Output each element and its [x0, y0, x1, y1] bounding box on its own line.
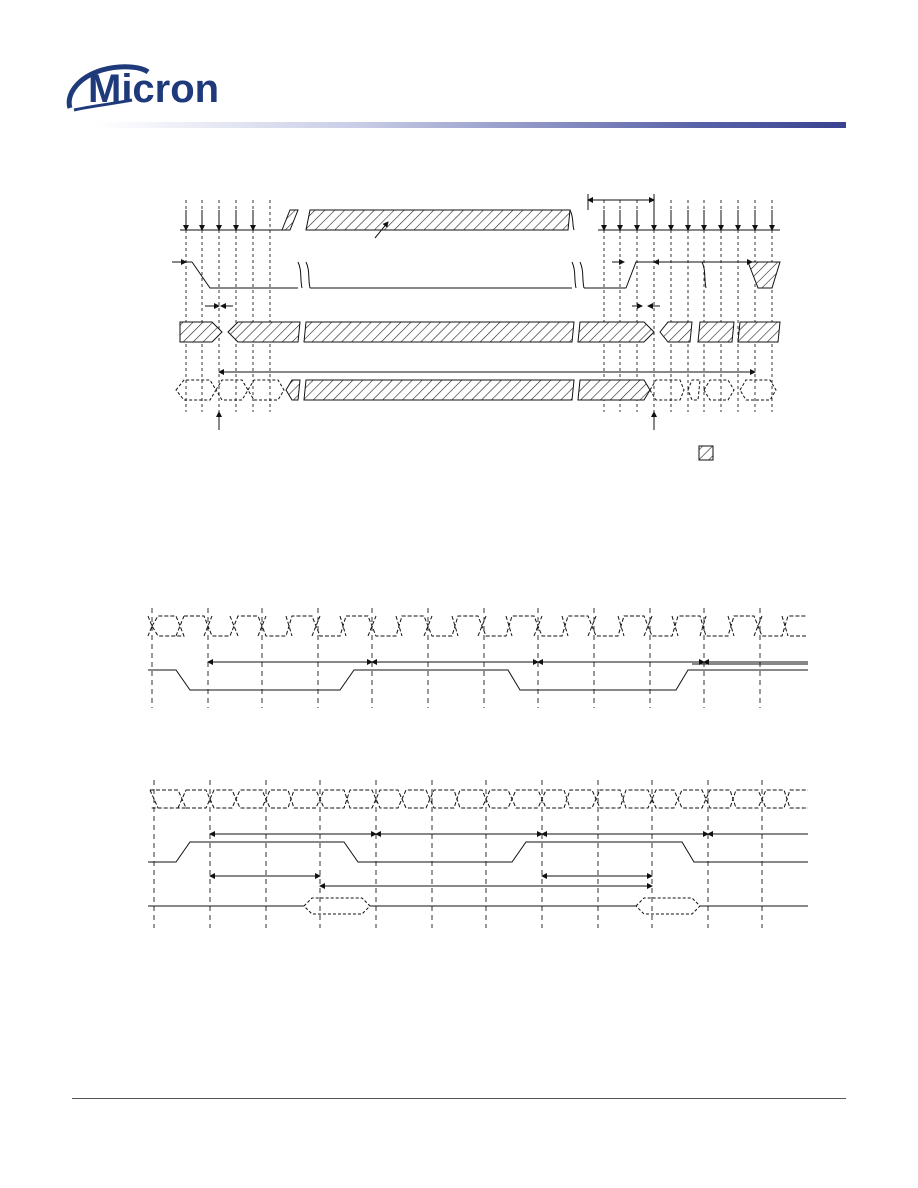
diagram2-gridlines: [152, 608, 760, 708]
diagram3-signal: [148, 834, 808, 886]
diagram3-clock: [150, 790, 808, 808]
legend-hatched-box-icon: [699, 446, 713, 460]
diagram2-signal: [148, 662, 808, 690]
diagram3-data: [148, 898, 808, 914]
timing-diagram-3: [148, 780, 808, 928]
diagram2-clock: [148, 616, 806, 636]
diagram1-data-bus: [176, 372, 776, 430]
timing-diagram-2: [148, 608, 808, 708]
timing-diagram-1: [172, 194, 780, 460]
logo-text: Micron: [88, 67, 220, 111]
diagram1-hatched-bus: [180, 322, 780, 342]
footer-rule: [72, 1098, 846, 1099]
diagram1-control-line: [172, 262, 780, 306]
